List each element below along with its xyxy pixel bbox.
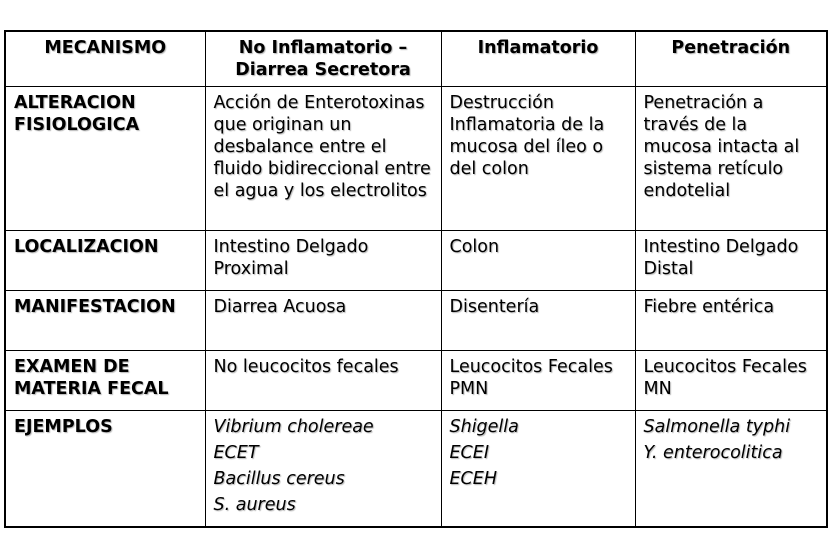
example-item: Bacillus cereus	[213, 468, 345, 489]
row-label-examen: EXAMEN DE MATERIA FECAL	[5, 350, 205, 410]
example-item: ECET	[213, 442, 259, 463]
row-label-ejemplos: EJEMPLOS	[5, 410, 205, 527]
header-inflamatorio: Inflamatorio	[441, 31, 635, 86]
cell-examen-no-inflamatorio: No leucocitos fecales	[205, 350, 441, 410]
row-localizacion	[5, 230, 827, 290]
cell-localizacion-no-inflamatorio: Intestino Delgado Proximal	[205, 230, 441, 290]
mechanism-comparison-table	[4, 30, 828, 528]
row-alteracion-fisiologica	[5, 86, 827, 230]
example-item: ECEH	[449, 468, 497, 489]
header-row	[5, 31, 827, 86]
example-item: Shigella	[449, 416, 519, 437]
row-ejemplos	[5, 410, 827, 527]
cell-manifestacion-no-inflamatorio: Diarrea Acuosa	[205, 290, 441, 350]
cell-localizacion-inflamatorio: Colon	[441, 230, 635, 290]
cell-manifestacion-penetracion: Fiebre entérica	[635, 290, 827, 350]
row-manifestacion	[5, 290, 827, 350]
cell-ejemplos-penetracion	[635, 410, 827, 527]
cell-examen-inflamatorio: Leucocitos Fecales PMN	[441, 350, 635, 410]
header-penetracion: Penetración	[635, 31, 827, 86]
example-item: ECEI	[449, 442, 489, 463]
cell-manifestacion-inflamatorio: Disentería	[441, 290, 635, 350]
example-item: S. aureus	[213, 494, 296, 515]
cell-ejemplos-no-inflamatorio	[205, 410, 441, 527]
header-mecanismo: MECANISMO	[5, 31, 205, 86]
cell-alteracion-inflamatorio: Destrucción Inflamatoria de la mucosa del íleo o del colon	[441, 86, 635, 230]
example-item: Y. enterocolitica	[643, 442, 783, 463]
row-label-manifestacion: MANIFESTACION	[5, 290, 205, 350]
row-label-alteracion: ALTERACION FISIOLOGICA	[5, 86, 205, 230]
cell-alteracion-no-inflamatorio: Acción de Enterotoxinas que originan un desbalance entre el fluido bidireccional entre el agua y los electrolitos	[205, 86, 441, 230]
example-item: Vibrium cholereae	[213, 416, 374, 437]
cell-ejemplos-inflamatorio	[441, 410, 635, 527]
header-no-inflamatorio: No Inflamatorio – Diarrea Secretora	[205, 31, 441, 86]
cell-alteracion-penetracion: Penetración a través de la mucosa intacta al sistema retículo endotelial	[635, 86, 827, 230]
example-item: Salmonella typhi	[643, 416, 791, 437]
cell-localizacion-penetracion: Intestino Delgado Distal	[635, 230, 827, 290]
row-examen-materia-fecal	[5, 350, 827, 410]
cell-examen-penetracion: Leucocitos Fecales MN	[635, 350, 827, 410]
row-label-localizacion: LOCALIZACION	[5, 230, 205, 290]
